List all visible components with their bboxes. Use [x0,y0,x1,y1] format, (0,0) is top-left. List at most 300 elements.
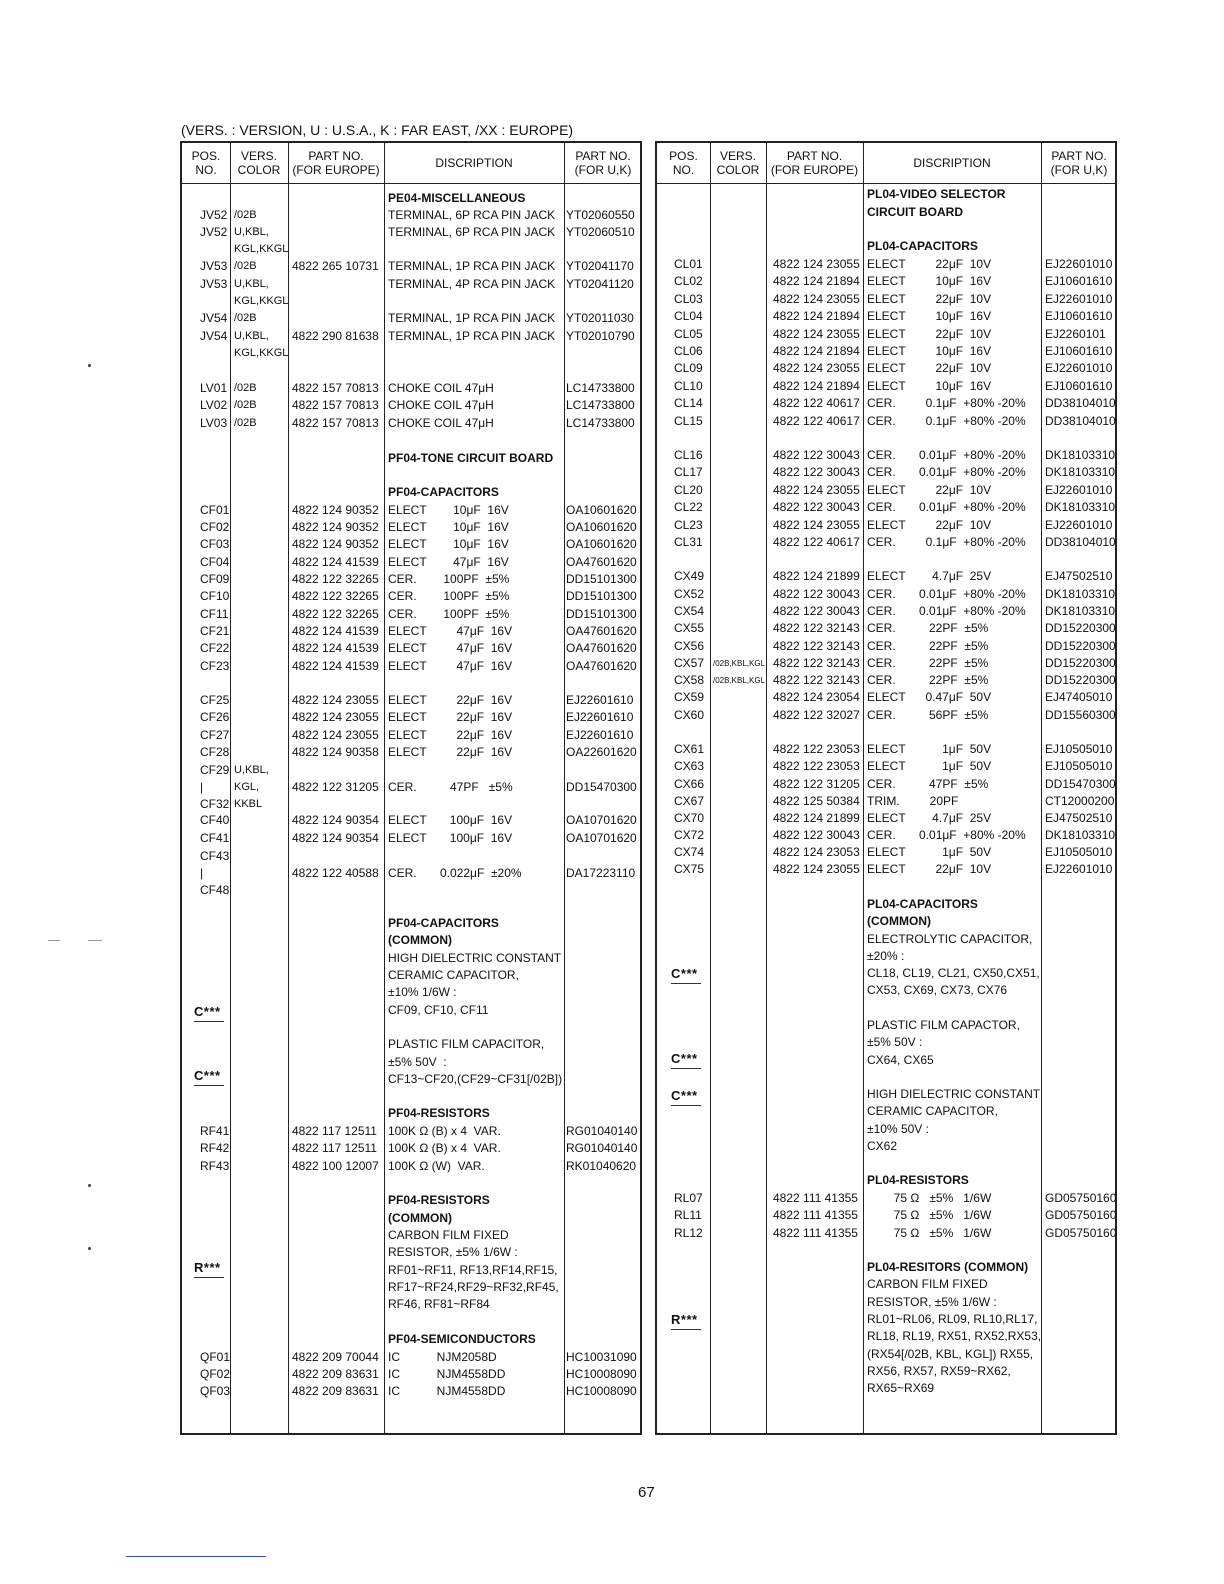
table-row [182,1279,640,1296]
cell-partno-uk: OA10701620 [566,813,637,827]
cell-partno-uk: DK18103310 [1045,587,1116,601]
table-row [657,204,1115,221]
header-pos: POS. NO. [191,149,221,177]
cell-description: CER. 47PF ±5% [388,780,513,794]
cell-version: KGL, [234,781,260,793]
cell-description: PF04-TONE CIRCUIT BOARD [388,451,554,465]
cell-pos: JV54 [200,329,228,343]
table-row [657,948,1115,965]
table-row [182,623,640,640]
cell-description: IC NJM4558DD [388,1384,506,1398]
cell-pos: CX59 [674,690,705,704]
cell-description: RX56, RX57, RX59~RX62, [867,1364,1011,1378]
table-row [657,1103,1115,1120]
cell-description: CER. 0.1μF +80% -20% [867,414,1026,428]
cell-partno-uk: EJ22601010 [1045,862,1113,876]
cell-pos: RL12 [674,1226,703,1240]
table-row [182,848,640,865]
cell-partno-uk: DD15220300 [1045,639,1116,653]
cell-partno-uk: OA47601620 [566,624,637,638]
cell-description: CF09, CF10, CF11 [388,1003,489,1017]
cell-pos: CL10 [674,379,703,393]
table-row [182,830,640,847]
table-row [182,915,640,932]
table-row [657,861,1115,878]
cell-version: U,KBL, [234,278,269,290]
cell-partno-europe: 4822 122 32143 [773,621,860,635]
symbol-underline [671,1068,701,1069]
cell-pos: CX67 [674,794,705,808]
cell-pos: CF43 [200,849,230,863]
symbol-label: C*** [194,1004,221,1019]
table-row [657,810,1115,827]
cell-description: RF17~RF24,RF29~RF32,RF45, [388,1280,559,1294]
cell-description: PF04-CAPACITORS [388,485,499,499]
cell-pos: CL16 [674,448,703,462]
cell-pos: CF09 [200,572,230,586]
cell-partno-europe: 4822 122 32265 [292,607,379,621]
cell-description: ±10% 50V : [867,1122,929,1136]
cell-partno-uk: OA47601620 [566,641,637,655]
cell-description: CARBON FILM FIXED [867,1277,988,1291]
cell-pos: | [200,866,204,880]
common-parts-symbol [671,966,701,984]
table-row [182,709,640,726]
cell-pos: RL07 [674,1191,703,1205]
cell-partno-europe: 4822 124 23055 [773,257,860,271]
table-row [182,571,640,588]
cell-description: PL04-VIDEO SELECTOR [867,187,1006,201]
cell-partno-europe: 4822 122 32143 [773,673,860,687]
table-row [182,1296,640,1313]
table-row [657,655,1115,672]
cell-pos: QF01 [200,1350,231,1364]
table-row [182,1105,640,1122]
cell-pos: JV53 [200,259,228,273]
table-row [657,273,1115,290]
table-row [657,1294,1115,1311]
cell-partno-europe: 4822 122 32265 [292,572,379,586]
table-row [657,1172,1115,1189]
common-parts-symbol [671,1312,701,1330]
cell-description: ELECT 22μF 16V [388,710,513,724]
symbol-underline [194,1085,224,1086]
cell-partno-uk: EJ22601610 [566,728,634,742]
cell-partno-uk: OA47601620 [566,555,637,569]
table-row [657,413,1115,430]
cell-partno-europe: 4822 124 21894 [773,379,860,393]
cell-pos: JV54 [200,311,228,325]
cell-pos: RL11 [674,1208,702,1222]
table-row [182,450,640,467]
cell-partno-uk: DK18103310 [1045,828,1116,842]
cell-description: ELECT 22μF 10V [867,292,992,306]
cell-pos: CF27 [200,728,230,742]
table-row [182,258,640,275]
cell-description: RL18, RL19, RX51, RX52,RX53, [867,1329,1042,1343]
cell-partno-europe: 4822 124 23055 [773,518,860,532]
common-parts-symbol [671,1088,701,1106]
cell-pos: JV53 [200,277,228,291]
table-row [182,380,640,397]
table-row [657,534,1115,551]
cell-pos: LV01 [200,381,228,395]
table-row [657,1328,1115,1345]
common-parts-symbol [194,1260,224,1278]
cell-partno-uk: EJ22601010 [1045,292,1113,306]
table-row [657,707,1115,724]
cell-version: /02B [234,417,257,429]
parts-table-right [655,141,1117,1435]
symbol-underline [671,983,701,984]
table-row [657,1311,1115,1328]
cell-partno-europe: 4822 124 23054 [773,690,860,704]
cell-description: ELECT 22μF 10V [867,862,992,876]
cell-pos: JV52 [200,208,228,222]
cell-version: /02B,KBL,KGL [713,659,766,668]
cell-partno-uk: HC10008090 [566,1367,637,1381]
cell-partno-uk: GD05750160 [1045,1191,1117,1205]
cell-description: PF04-RESISTORS [388,1193,490,1207]
cell-description: PL04-RESISTORS [867,1173,969,1187]
table-row [657,1346,1115,1363]
table-row [182,588,640,605]
cell-partno-europe: 4822 117 12511 [292,1141,377,1155]
cell-description: CF13~CF20,(CF29~CF31[/02B]) [388,1072,563,1086]
cell-partno-europe: 4822 124 23055 [773,292,860,306]
table-row [657,517,1115,534]
cell-pos: CL22 [674,500,703,514]
cell-partno-europe: 4822 124 23055 [773,483,860,497]
cell-description: ELECT 10μF 16V [388,503,509,517]
cell-partno-europe: 4822 122 32143 [773,656,860,670]
table-row [182,984,640,1001]
cell-pos: CF10 [200,589,230,603]
table-row [657,326,1115,343]
table-row [657,672,1115,689]
cell-description: 100K Ω (B) x 4 VAR. [388,1141,501,1155]
cell-partno-uk: GD05750160 [1045,1208,1117,1222]
cell-partno-uk: OA10601620 [566,503,637,517]
cell-version: KGL,KKGL [234,347,289,359]
table-row [182,967,640,984]
cell-partno-uk: GD05750160 [1045,1226,1117,1240]
symbol-underline [671,1105,701,1106]
cell-partno-europe: 4822 124 23053 [773,845,860,859]
cell-description: ELECT 10μF 16V [867,309,992,323]
cell-description: ELECT 1μF 50V [867,845,992,859]
cell-partno-uk: EJ10601610 [1045,379,1113,393]
common-parts-symbol [671,1051,701,1069]
cell-pos: LV03 [200,416,228,430]
symbol-label: R*** [194,1260,221,1275]
cell-description: ±10% 1/6W : [388,985,457,999]
table-row [182,328,640,345]
cell-description: RF46, RF81~RF84 [388,1297,490,1311]
table-header [657,143,1115,184]
cell-description: RESISTOR, ±5% 1/6W : [388,1245,518,1259]
table-row [657,1207,1115,1224]
symbol-label: C*** [671,966,698,981]
table-row [182,1002,640,1019]
cell-pos: CX63 [674,759,705,773]
cell-pos: CF25 [200,693,230,707]
cell-description: CER. 22PF ±5% [867,621,989,635]
cell-version: /02B [234,399,257,411]
cell-partno-europe: 4822 122 40617 [773,396,860,410]
cell-partno-europe: 4822 100 12007 [292,1159,379,1173]
symbol-underline [194,1277,224,1278]
table-row [657,499,1115,516]
cell-description: PL04-CAPACITORS [867,897,978,911]
table-row [657,568,1115,585]
cell-version: KGL,KKGL [234,295,289,307]
table-row [657,395,1115,412]
cell-partno-europe: 4822 122 40617 [773,535,860,549]
symbol-label: C*** [671,1051,698,1066]
cell-partno-uk: DK18103310 [1045,465,1116,479]
symbol-underline [194,1021,224,1022]
cell-description: 75 Ω ±5% 1/6W [867,1208,992,1222]
cell-pos: CL09 [674,361,703,375]
cell-description: CL18, CL19, CL21, CX50,CX51, [867,966,1040,980]
cell-description: ELECT 10μF 16V [388,537,509,551]
table-row [182,502,640,519]
cell-description: 75 Ω ±5% 1/6W [867,1226,992,1240]
cell-description: CER. 22PF ±5% [867,673,989,687]
table-row [182,1192,640,1209]
table-row [182,779,640,796]
cell-pos: CL14 [674,396,703,410]
table-row [182,796,640,813]
cell-pos: CF48 [200,883,230,897]
cell-pos: CF40 [200,813,230,827]
cell-partno-uk: OA22601620 [566,745,637,759]
table-row [182,932,640,949]
cell-partno-uk: HC10031090 [566,1350,637,1364]
cell-description: 75 Ω ±5% 1/6W [867,1191,992,1205]
cell-partno-uk: EJ47502510 [1045,811,1113,825]
cell-pos: | [200,780,204,794]
table-row [657,1017,1115,1034]
cell-partno-uk: DD38104010 [1045,535,1116,549]
table-row [182,1210,640,1227]
cell-partno-europe: 4822 122 30043 [773,828,860,842]
cell-description: ELECT 47μF 16V [388,659,513,673]
table-row [182,1349,640,1366]
page-number: 67 [638,1484,655,1501]
symbol-label: C*** [671,1088,698,1103]
cell-pos: CX66 [674,777,705,791]
table-row [657,1276,1115,1293]
cell-pos: CX54 [674,604,705,618]
cell-pos: CF22 [200,641,230,655]
cell-pos: CL05 [674,327,703,341]
cell-pos: CF03 [200,537,230,551]
margin-mark [48,940,60,941]
table-row [182,293,640,310]
table-row [657,1363,1115,1380]
cell-description: CHOKE COIL 47μH [388,398,494,412]
cell-partno-europe: 4822 290 81638 [292,329,379,343]
cell-pos: CF02 [200,520,230,534]
cell-partno-europe: 4822 124 90354 [292,831,379,845]
cell-pos: RF43 [200,1159,230,1173]
cell-description: CHOKE COIL 47μH [388,416,494,430]
cell-description: ELECT 22μF 10V [867,257,992,271]
footer-rule [126,1556,266,1557]
cell-partno-europe: 4822 124 23055 [292,693,379,707]
table-row [182,727,640,744]
cell-pos: CX49 [674,569,705,583]
cell-description: ELECT 22μF 10V [867,327,992,341]
table-row [657,758,1115,775]
symbol-label: C*** [194,1068,221,1083]
cell-pos: CF26 [200,710,230,724]
table-row [182,1366,640,1383]
cell-description: ±5% 50V : [388,1055,447,1069]
table-row [182,519,640,536]
cell-partno-europe: 4822 157 70813 [292,398,379,412]
cell-partno-uk: YT02010790 [566,329,635,343]
table-row [182,640,640,657]
table-row [657,844,1115,861]
cell-partno-europe: 4822 124 41539 [292,555,379,569]
cell-partno-uk: EJ22601610 [566,693,634,707]
cell-description: ±20% : [867,949,905,963]
cell-partno-europe: 4822 124 90352 [292,537,379,551]
cell-pos: CF01 [200,503,230,517]
cell-description: ELECT 22μF 16V [388,745,513,759]
cell-partno-europe: 4822 122 23053 [773,759,860,773]
table-row [182,1244,640,1261]
table-row [657,586,1115,603]
table-row [657,1380,1115,1397]
cell-pos: CX61 [674,742,705,756]
cell-partno-europe: 4822 122 30043 [773,448,860,462]
table-row [182,207,640,224]
cell-pos: CL17 [674,465,703,479]
cell-description: ELECT 4.7μF 25V [867,811,992,825]
cell-version: U,KBL, [234,226,269,238]
cell-partno-uk: DD38104010 [1045,414,1116,428]
cell-partno-uk: RG01040140 [566,1124,638,1138]
cell-description: ELECT 22μF 10V [867,518,992,532]
cell-pos: CF11 [200,607,229,621]
cell-partno-europe: 4822 124 21899 [773,811,860,825]
cell-partno-uk: LC14733800 [566,381,635,395]
cell-pos: CF32 [200,797,230,811]
cell-description: PE04-MISCELLANEOUS [388,191,526,205]
cell-description: CER. 0.022μF ±20% [388,866,522,880]
table-row [182,276,640,293]
cell-description: ELECT 10μF 16V [867,379,992,393]
cell-description: RL01~RL06, RL09, RL10,RL17, [867,1312,1038,1326]
cell-partno-uk: EJ22601010 [1045,518,1113,532]
cell-partno-uk: EJ22601610 [566,710,634,724]
cell-description: TERMINAL, 1P RCA PIN JACK [388,259,556,273]
cell-description: CER. 22PF ±5% [867,639,989,653]
cell-pos: CL02 [674,274,703,288]
cell-description: CER. 100PF ±5% [388,589,510,603]
cell-pos: QF02 [200,1367,231,1381]
cell-pos: RF42 [200,1141,230,1155]
cell-version: KGL,KKGL [234,243,289,255]
cell-description: PL04-CAPACITORS [867,239,978,253]
cell-pos: JV52 [200,225,228,239]
cell-partno-europe: 4822 111 41355 [773,1208,858,1222]
header-pos: POS. NO. [669,149,698,177]
cell-pos: CF41 [200,831,230,845]
cell-pos: CX60 [674,708,705,722]
cell-description: TERMINAL, 4P RCA PIN JACK [388,277,556,291]
table-row [657,464,1115,481]
cell-description: PF04-CAPACITORS [388,916,499,930]
table-row [657,186,1115,203]
cell-pos: CL20 [674,483,703,497]
cell-partno-europe: 4822 122 30043 [773,465,860,479]
cell-description: CER. 100PF ±5% [388,607,510,621]
header-vers: VERS. COLOR [237,149,281,177]
table-row [182,1227,640,1244]
cell-partno-europe: 4822 157 70813 [292,416,379,430]
cell-partno-europe: 4822 122 32027 [773,708,860,722]
cell-description: PLASTIC FILM CAPACTOR, [867,1018,1020,1032]
table-row [657,965,1115,982]
table-row [182,950,640,967]
cell-pos: CF21 [200,624,230,638]
common-parts-symbol [194,1068,224,1086]
cell-description: CER. 0.01μF +80% -20% [867,465,1026,479]
cell-partno-europe: 4822 111 41355 [773,1226,858,1240]
cell-partno-europe: 4822 117 12511 [292,1124,377,1138]
cell-partno-europe: 4822 122 30043 [773,604,860,618]
cell-partno-europe: 4822 124 23055 [292,710,379,724]
table-row [657,1121,1115,1138]
cell-partno-europe: 4822 124 90352 [292,503,379,517]
cell-partno-uk: DD15101300 [566,589,637,603]
cell-partno-uk: YT02041120 [566,277,634,291]
cell-partno-uk: EJ10601610 [1045,309,1113,323]
table-row [657,1225,1115,1242]
cell-partno-uk: OA10601620 [566,537,637,551]
cell-partno-europe: 4822 124 21894 [773,274,860,288]
table-row [182,865,640,882]
header-description: DISCRIPTION [913,156,991,170]
cell-partno-europe: 4822 209 83631 [292,1384,379,1398]
cell-description: CERAMIC CAPACITOR, [867,1104,998,1118]
cell-description: TERMINAL, 6P RCA PIN JACK [388,208,556,222]
cell-description: ELECT 10μF 16V [388,520,509,534]
table-row [182,692,640,709]
table-row [657,1259,1115,1276]
cell-partno-europe: 4822 124 23055 [773,862,860,876]
cell-description: CX53, CX69, CX73, CX76 [867,983,1008,997]
cell-description: (RX54[/02B, KBL, KGL]) RX55, [867,1347,1034,1361]
table-row [182,554,640,571]
cell-partno-europe: 4822 122 32143 [773,639,860,653]
cell-partno-uk: EJ10505010 [1045,742,1113,756]
margin-dot [88,1247,91,1250]
cell-partno-europe: 4822 209 70044 [292,1350,379,1364]
cell-description: (COMMON) [388,1211,452,1225]
cell-description: 100K Ω (B) x 4 VAR. [388,1124,501,1138]
cell-pos: CX58 [674,673,705,687]
table-row [182,345,640,362]
cell-partno-uk: DK18103310 [1045,448,1116,462]
cell-partno-uk: DD15470300 [1045,777,1116,791]
cell-version: U,KBL, [234,330,269,342]
